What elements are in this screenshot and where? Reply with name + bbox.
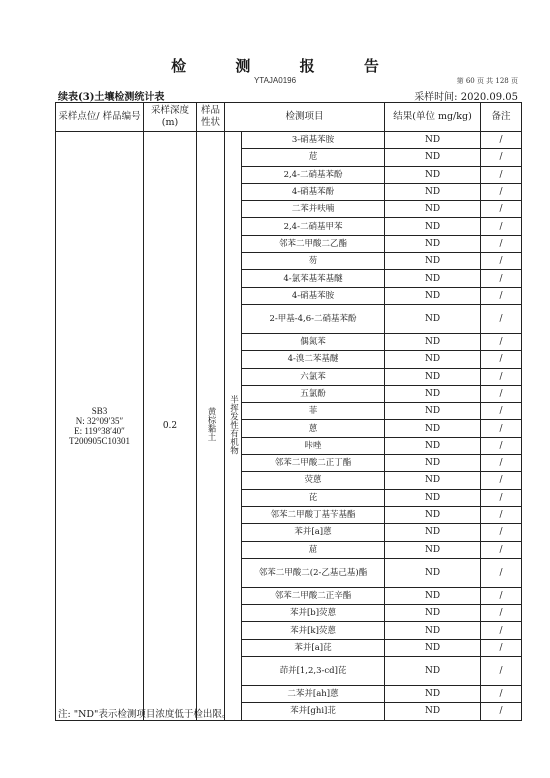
sample-east: E: 119°38′40″ bbox=[74, 425, 125, 436]
remark-cell: / bbox=[481, 605, 522, 622]
remark-cell: / bbox=[481, 333, 522, 350]
remark-cell: / bbox=[481, 253, 522, 270]
remark-cell: / bbox=[481, 489, 522, 506]
item-cell: 苯并[a]芘 bbox=[242, 639, 385, 656]
remark-cell: / bbox=[481, 541, 522, 558]
remark-cell: / bbox=[481, 558, 522, 587]
remark-cell: / bbox=[481, 385, 522, 402]
col-header-sample: 采样点位/ 样品编号 bbox=[56, 103, 144, 132]
result-cell: ND bbox=[385, 351, 481, 368]
result-cell: ND bbox=[385, 703, 481, 720]
category-cell bbox=[225, 132, 242, 721]
remark-cell: / bbox=[481, 304, 522, 333]
result-cell: ND bbox=[385, 368, 481, 385]
item-cell: 4-溴二苯基醚 bbox=[242, 351, 385, 368]
remark-cell: / bbox=[481, 587, 522, 604]
result-cell: ND bbox=[385, 149, 481, 166]
sample-time: 采样时间: 2020.09.05 bbox=[414, 92, 518, 103]
remark-cell: / bbox=[481, 703, 522, 720]
remark-cell: / bbox=[481, 368, 522, 385]
remark-cell: / bbox=[481, 166, 522, 183]
result-cell: ND bbox=[385, 201, 481, 218]
table-row bbox=[56, 132, 522, 149]
result-cell: ND bbox=[385, 270, 481, 287]
col-header-item: 检测项目 bbox=[225, 103, 385, 132]
result-cell: ND bbox=[385, 333, 481, 350]
result-cell: ND bbox=[385, 183, 481, 200]
sample-code: T200905C10301 bbox=[68, 435, 130, 446]
item-cell: 2-甲基-4,6-二硝基苯酚 bbox=[242, 304, 385, 333]
table-header-row bbox=[56, 103, 522, 132]
col-header-result: 结果(单位 mg/kg) bbox=[385, 103, 481, 132]
sample-character-cell bbox=[197, 132, 225, 721]
item-cell: 茚并[1,2,3-cd]芘 bbox=[242, 657, 385, 686]
remark-cell: / bbox=[481, 201, 522, 218]
item-cell: 荧蒽 bbox=[242, 472, 385, 489]
remark-cell: / bbox=[481, 524, 522, 541]
sample-north: N: 32°09′35″ bbox=[75, 415, 124, 426]
result-cell: ND bbox=[385, 657, 481, 686]
remark-cell: / bbox=[481, 183, 522, 200]
item-cell: 苯并[b]荧蒽 bbox=[242, 605, 385, 622]
item-cell: 二苯并[ah]蒽 bbox=[242, 686, 385, 703]
item-cell: 苊 bbox=[242, 149, 385, 166]
remark-cell: / bbox=[481, 235, 522, 252]
item-cell: 苯并[k]荧蒽 bbox=[242, 622, 385, 639]
remark-cell: / bbox=[481, 218, 522, 235]
sample-character: 黄棕黏土 bbox=[206, 407, 216, 442]
result-cell: ND bbox=[385, 558, 481, 587]
item-cell: 咔唑 bbox=[242, 437, 385, 454]
remark-cell: / bbox=[481, 420, 522, 437]
item-cell: 邻苯二甲酸二(2-乙基己基)酯 bbox=[242, 558, 385, 587]
remark-cell: / bbox=[481, 287, 522, 304]
item-cell: 苯并[a]蒽 bbox=[242, 524, 385, 541]
result-cell: ND bbox=[385, 541, 481, 558]
remark-cell: / bbox=[481, 657, 522, 686]
item-cell: 4-硝基苯酚 bbox=[242, 183, 385, 200]
item-cell: 邻苯二甲酸丁基苄基酯 bbox=[242, 506, 385, 523]
item-cell: 偶氮苯 bbox=[242, 333, 385, 350]
sample-depth: 0.2 bbox=[144, 132, 197, 721]
item-cell: 2,4-二硝基甲苯 bbox=[242, 218, 385, 235]
result-cell: ND bbox=[385, 287, 481, 304]
result-cell: ND bbox=[385, 132, 481, 149]
item-cell: 蒽 bbox=[242, 420, 385, 437]
remark-cell: / bbox=[481, 472, 522, 489]
result-cell: ND bbox=[385, 403, 481, 420]
result-cell: ND bbox=[385, 622, 481, 639]
sample-info-cell bbox=[56, 132, 144, 721]
item-cell: 4-氯苯基苯基醚 bbox=[242, 270, 385, 287]
result-cell: ND bbox=[385, 686, 481, 703]
remark-cell: / bbox=[481, 270, 522, 287]
result-cell: ND bbox=[385, 472, 481, 489]
result-cell: ND bbox=[385, 455, 481, 472]
report-number: YTAJA0196 bbox=[253, 76, 297, 85]
report-title: 检 测 报 告 bbox=[171, 57, 401, 75]
result-cell: ND bbox=[385, 524, 481, 541]
item-cell: 五氯酚 bbox=[242, 385, 385, 402]
remark-cell: / bbox=[481, 686, 522, 703]
remark-cell: / bbox=[481, 622, 522, 639]
result-cell: ND bbox=[385, 304, 481, 333]
result-cell: ND bbox=[385, 437, 481, 454]
item-cell: 菲 bbox=[242, 403, 385, 420]
remark-cell: / bbox=[481, 403, 522, 420]
result-cell: ND bbox=[385, 166, 481, 183]
page-info: 第 60 页 共 128 页 bbox=[456, 77, 518, 85]
result-cell: ND bbox=[385, 235, 481, 252]
result-cell: ND bbox=[385, 489, 481, 506]
item-cell: 3-硝基苯胺 bbox=[242, 132, 385, 149]
category-label: 半挥发性有机物 bbox=[228, 394, 239, 455]
col-header-remark: 备注 bbox=[481, 103, 522, 132]
item-cell: 二苯并呋喃 bbox=[242, 201, 385, 218]
result-cell: ND bbox=[385, 253, 481, 270]
result-cell: ND bbox=[385, 218, 481, 235]
result-cell: ND bbox=[385, 420, 481, 437]
remark-cell: / bbox=[481, 455, 522, 472]
result-cell: ND bbox=[385, 587, 481, 604]
footnote: 注: "ND"表示检测项目浓度低于检出限。 bbox=[58, 709, 232, 720]
item-cell: 芘 bbox=[242, 489, 385, 506]
remark-cell: / bbox=[481, 639, 522, 656]
result-cell: ND bbox=[385, 385, 481, 402]
item-cell: 邻苯二甲酸二正辛酯 bbox=[242, 587, 385, 604]
item-cell: 苯并[ghi]苝 bbox=[242, 703, 385, 720]
result-cell: ND bbox=[385, 506, 481, 523]
item-cell: 2,4-二硝基苯酚 bbox=[242, 166, 385, 183]
table-title: 续表(3)土壤检测统计表 bbox=[58, 92, 165, 103]
item-cell: 邻苯二甲酸二正丁酯 bbox=[242, 455, 385, 472]
col-header-character: 样品 性状 bbox=[197, 103, 225, 132]
remark-cell: / bbox=[481, 132, 522, 149]
item-cell: 4-硝基苯胺 bbox=[242, 287, 385, 304]
remark-cell: / bbox=[481, 506, 522, 523]
remark-cell: / bbox=[481, 149, 522, 166]
remark-cell: / bbox=[481, 351, 522, 368]
item-cell: 邻苯二甲酸二乙酯 bbox=[242, 235, 385, 252]
result-cell: ND bbox=[385, 605, 481, 622]
table-body bbox=[56, 132, 522, 721]
sample-point: SB3 bbox=[91, 405, 108, 416]
item-cell: 䓛 bbox=[242, 541, 385, 558]
remark-cell: / bbox=[481, 437, 522, 454]
result-cell: ND bbox=[385, 639, 481, 656]
col-header-depth: 采样深度 (m) bbox=[144, 103, 197, 132]
item-cell: 芴 bbox=[242, 253, 385, 270]
results-table bbox=[55, 102, 522, 721]
item-cell: 六氯苯 bbox=[242, 368, 385, 385]
